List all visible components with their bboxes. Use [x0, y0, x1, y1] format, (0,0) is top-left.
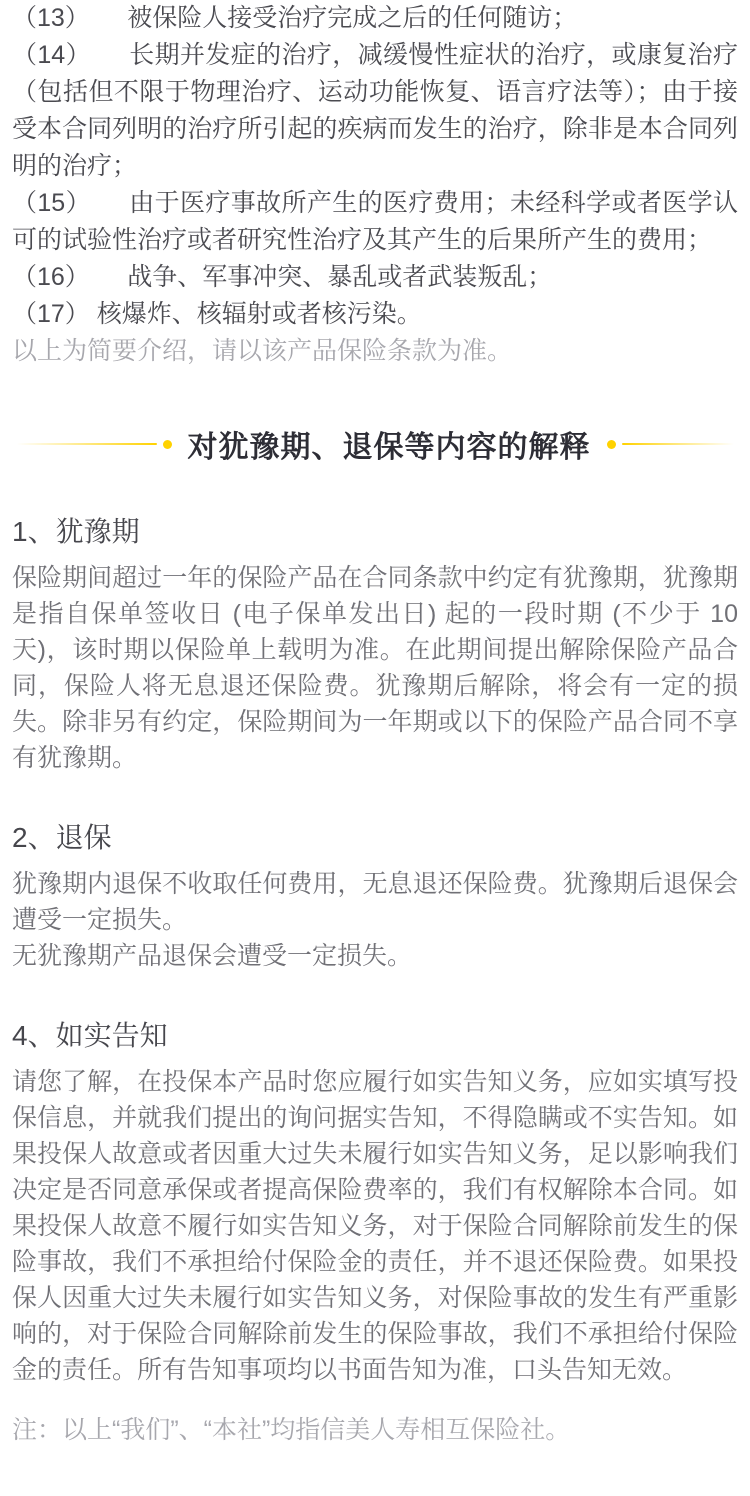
section-surrender: [12, 816, 738, 974]
disclaimer-note: 以上为简要介绍，请以该产品保险条款为准。: [12, 337, 513, 365]
list-item: （17） 核爆炸、核辐射或者核污染。: [12, 300, 422, 328]
section-hesitation-period: [12, 510, 738, 776]
section-title: 对犹豫期、退保等内容的解释: [187, 431, 591, 464]
list-item: （16） 战争、军事冲突、暴乱或者武装叛乱；: [12, 263, 553, 291]
section-heading: 4、如实告知: [12, 1020, 168, 1051]
section-divider-header: [12, 422, 738, 466]
divider-line-left: [17, 443, 157, 445]
list-item: （14） 长期并发症的治疗，减缓慢性症状的治疗，或康复治疗（包括但不限于物理治疗、运动功能恢复、语言疗法等）；由于接受本合同列明的治疗所引起的疾病而发生的治疗，除非是本合同列明的治疗；: [12, 41, 738, 180]
section-paragraph: 无犹豫期产品退保会遭受一定损失。: [12, 942, 413, 970]
divider-dot-right-icon: [607, 440, 616, 449]
section-paragraph: 保险期间超过一年的保险产品在合同条款中约定有犹豫期，犹豫期是指自保单签收日 (电子保单发出日) 起的一段时期 (不少于 10 天)，该时期以保险单上载明为准。在此期间提出解除保险产品合同，保险人将无息退还保险费。犹豫期后解除，将会有一定的损失。除非另有约定，保险期间为一年期或以下的保险产品合同不享有犹豫期。: [12, 564, 738, 772]
section-paragraph: 犹豫期内退保不收取任何费用，无息退还保险费。犹豫期后退保会遭受一定损失。: [12, 870, 738, 934]
section-honest-disclosure: [12, 1014, 738, 1388]
section-heading: 2、退保: [12, 822, 112, 853]
company-footnote: 注：以上“我们”、“本社”均指信美人寿相互保险社。: [12, 1416, 571, 1444]
divider-dot-left-icon: [163, 440, 172, 449]
exclusions-list: [12, 0, 738, 370]
list-item: （15） 由于医疗事故所产生的医疗费用；未经科学或者医学认可的试验性治疗或者研究性治疗及其产生的后果所产生的费用；: [12, 189, 738, 254]
divider-line-right: [622, 443, 734, 445]
section-paragraph: 请您了解，在投保本产品时您应履行如实告知义务，应如实填写投保信息，并就我们提出的询问据实告知，不得隐瞒或不实告知。如果投保人故意或者因重大过失未履行如实告知义务，足以影响我们决定是否同意承保或者提高保险费率的，我们有权解除本合同。如果投保人故意不履行如实告知义务，对于保险合同解除前发生的保险事故，我们不承担给付保险金的责任，并不退还保险费。如果投保人因重大过失未履行如实告知义务，对保险事故的发生有严重影响的，对于保险合同解除前发生的保险事故，我们不承担给付保险金的责任。所有告知事项均以书面告知为准，口头告知无效。: [12, 1068, 738, 1384]
section-heading: 1、犹豫期: [12, 516, 140, 547]
list-item: （13） 被保险人接受治疗完成之后的任何随访；: [12, 4, 578, 32]
